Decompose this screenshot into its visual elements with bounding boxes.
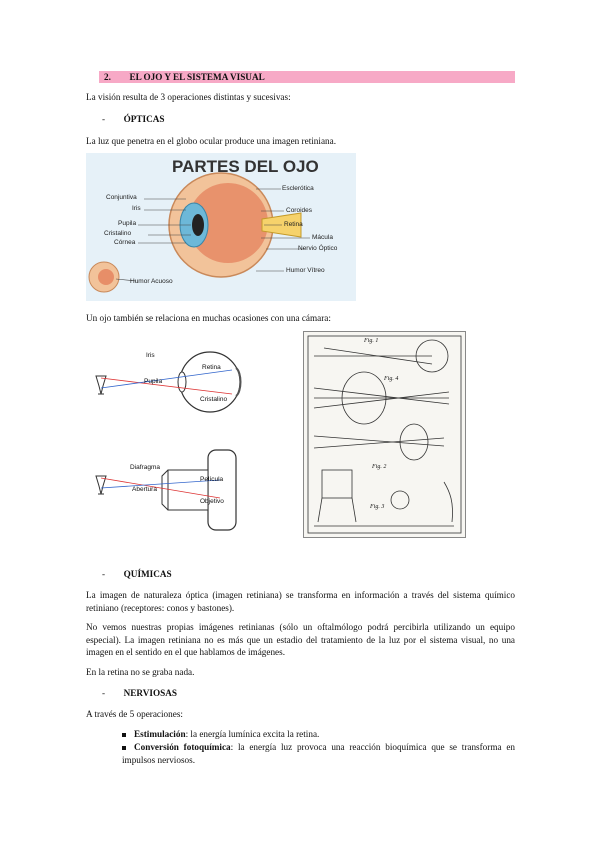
- nerviosas-dash: -: [102, 688, 106, 698]
- nerviosas-item-term: Conversión fotoquímica: [134, 742, 231, 752]
- cam-label-retina: Retina: [202, 364, 221, 371]
- nerviosas-item-term: Estimulación: [134, 729, 186, 739]
- cam-label-pupila: Pupila: [144, 378, 163, 385]
- opticas-heading: ÓPTICAS: [123, 114, 165, 124]
- cam-label-pelicula: Película: [200, 476, 224, 483]
- section-heading: [104, 71, 265, 83]
- nerviosas-intro: A través de 5 operaciones:: [86, 709, 183, 719]
- label-retina: Retina: [284, 221, 303, 228]
- nerviosas-item-1: [122, 728, 515, 741]
- engraving-svg: [304, 332, 465, 537]
- eye-camera-comparison: [90, 340, 250, 540]
- opticas-heading-row: [102, 113, 165, 126]
- quimicas-heading-row: [102, 568, 172, 581]
- cam-label-abertura: Abertura: [132, 486, 157, 493]
- label-cristalino: Cristalino: [104, 230, 132, 237]
- nerviosas-item-2: [122, 741, 515, 766]
- label-macula: Mácula: [312, 234, 333, 241]
- label-cornea: Córnea: [114, 239, 136, 246]
- label-nervio-optico: Nervio Óptico: [298, 245, 338, 252]
- section-intro: La visión resulta de 3 operaciones distintas y sucesivas:: [86, 92, 291, 102]
- engraving-fig2: Fig. 2: [372, 464, 387, 470]
- engraving-fig4: Fig. 4: [384, 376, 399, 382]
- label-pupila: Pupila: [118, 220, 137, 227]
- quimicas-dash: -: [102, 569, 106, 579]
- quimicas-heading: QUÍMICAS: [123, 569, 172, 579]
- camera-text: Un ojo también se relaciona en muchas ocasiones con una cámara:: [86, 313, 331, 323]
- label-humor-acuoso: Humor Acuoso: [130, 278, 173, 285]
- section-title: EL OJO Y EL SISTEMA VISUAL: [129, 72, 265, 82]
- label-coroides: Coroides: [286, 207, 313, 214]
- quimicas-paragraph-3: En la retina no se graba nada.: [86, 667, 195, 677]
- nerviosas-heading-row: [102, 687, 177, 700]
- label-humor-vitreo: Humor Vítreo: [286, 267, 325, 274]
- eye-figure-title: PARTES DEL OJO: [172, 157, 319, 176]
- section-number: 2.: [104, 72, 111, 82]
- nerviosas-item-desc: : la energía luz provoca una reacción bioquímica que se transforma en impulsos nerviosos.: [122, 742, 515, 765]
- cam-label-iris: Iris: [146, 352, 155, 359]
- square-bullet-icon: [122, 746, 126, 750]
- square-bullet-icon: [122, 733, 126, 737]
- cam-label-cristalino: Cristalino: [200, 396, 228, 403]
- nerviosas-item-desc: : la energía lumínica excita la retina.: [185, 729, 320, 739]
- cam-label-objetivo: Objetivo: [200, 498, 224, 505]
- eye-parts-figure: [86, 153, 356, 301]
- eye-camera-svg: [90, 340, 250, 540]
- label-conjuntiva: Conjuntiva: [106, 194, 137, 201]
- engraving-plate: [303, 331, 466, 538]
- quimicas-paragraph-2: No vemos nuestras propias imágenes retinianas (sólo un oftalmólogo podrá percibirla utilizando un equipo especial). La imagen retiniana no es más que un estadio del tratamiento de la luz por el sistema visual, no una imagen en el sentido en el que hablamos de imágenes.: [86, 622, 515, 657]
- quimicas-paragraph-1: La imagen de naturaleza óptica (imagen retiniana) se transforma en información a través del sistema químico retiniano (receptores: conos y bastones).: [86, 590, 515, 613]
- engraving-fig3: Fig. 3: [370, 504, 385, 510]
- label-iris: Iris: [132, 205, 141, 212]
- opticas-text: La luz que penetra en el globo ocular produce una imagen retiniana.: [86, 136, 336, 146]
- engraving-fig1: Fig. 1: [364, 338, 379, 344]
- nerviosas-heading: NERVIOSAS: [123, 688, 177, 698]
- label-esclerotica: Esclerótica: [282, 185, 314, 192]
- cam-label-diafragma: Diafragma: [130, 464, 160, 471]
- opticas-dash: -: [102, 114, 106, 124]
